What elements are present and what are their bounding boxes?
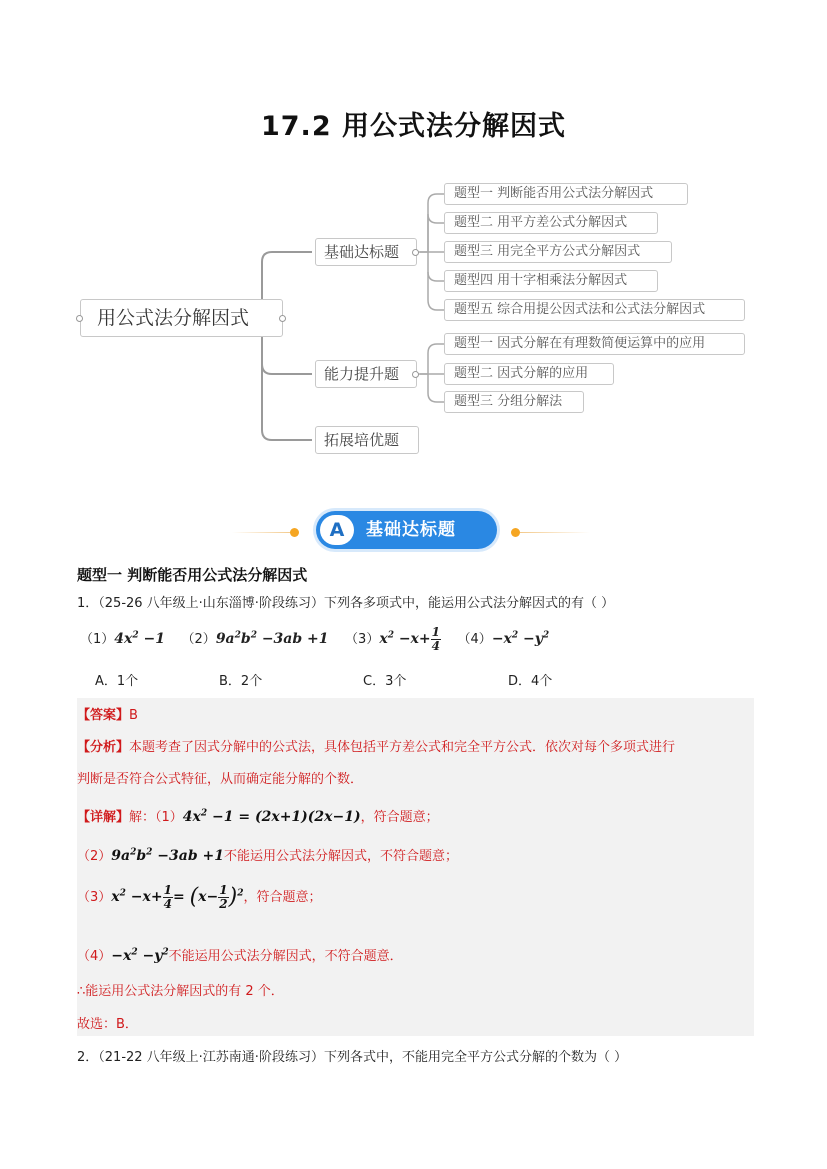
detail-2-suffix: 不能运用公式法分解因式，不符合题意； bbox=[223, 849, 458, 864]
leaf-basic-5 bbox=[444, 299, 745, 321]
leaf-label: 题型一 判断能否用公式法分解因式 bbox=[454, 186, 654, 201]
banner-orb-left bbox=[290, 528, 299, 537]
banner-line-right bbox=[520, 532, 590, 533]
analysis-text-1: 本题考查了因式分解中的公式法，具体包括平方差公式和完全平方公式．依次对每个多项式进行 bbox=[129, 740, 676, 755]
leaf-label: 题型四 用十字相乘法分解因式 bbox=[454, 273, 628, 288]
answer-value: B bbox=[129, 708, 138, 723]
question-1-expressions: $(1)4x^2 -1$ $(2)9a^2b^2 -3ab +1$ $(3)x^2 -x+$ $\frac{1}{4}$ $(4)-x^2 -y^2$ bbox=[80, 625, 550, 653]
analysis-label: 【分析】 bbox=[77, 740, 130, 755]
leaf-advanced-2 bbox=[444, 363, 614, 385]
answer-line bbox=[77, 704, 138, 723]
leaf-label: 题型三 分组分解法 bbox=[454, 394, 563, 409]
branch-advanced bbox=[315, 360, 417, 388]
detail-3-suffix: ，符合题意； bbox=[243, 890, 322, 905]
detail-1-suffix: ，符合题意； bbox=[360, 810, 439, 825]
detail-label: 【详解】 bbox=[77, 810, 130, 825]
option-a: A．1个 bbox=[95, 674, 139, 689]
choice-line: 故选：B． bbox=[77, 1017, 138, 1032]
detail-line-1: 【详解】解：$(1)4x^2 -1 = (2x+1)(2x-1)$，符合题意； bbox=[77, 808, 439, 825]
branch-advanced-dot bbox=[412, 371, 419, 378]
leaf-label: 题型二 用平方差公式分解因式 bbox=[454, 215, 628, 230]
leaf-advanced-3 bbox=[444, 391, 584, 413]
branch-extension-label: 拓展培优题 bbox=[324, 431, 400, 449]
section-title: 题型一 判断能否用公式法分解因式 bbox=[77, 566, 308, 584]
root-right-dot bbox=[279, 315, 286, 322]
leaf-basic-1 bbox=[444, 183, 688, 205]
analysis-line-1 bbox=[77, 736, 675, 755]
branch-basic-label: 基础达标题 bbox=[324, 243, 400, 261]
answer-label: 【答案】 bbox=[77, 708, 130, 723]
mindmap-root bbox=[80, 299, 283, 337]
mindmap-connectors bbox=[0, 0, 827, 470]
leaf-label: 题型一 因式分解在有理数简便运算中的应用 bbox=[454, 336, 706, 351]
leaf-advanced-1 bbox=[444, 333, 745, 355]
leaf-label: 题型二 因式分解的应用 bbox=[454, 366, 589, 381]
option-c: C．3个 bbox=[363, 674, 407, 689]
question-2-stem: 2．（21-22 八年级上·江苏南通·阶段练习）下列各式中，不能用完全平方公式分解的个数为（ ） bbox=[77, 1050, 628, 1065]
leaf-basic-4 bbox=[444, 270, 658, 292]
option-d: D．4个 bbox=[508, 674, 553, 689]
leaf-label: 题型三 用完全平方公式分解因式 bbox=[454, 244, 641, 259]
branch-basic bbox=[315, 238, 417, 266]
analysis-line-2: 判断是否符合公式特征，从而确定能分解的个数． bbox=[77, 772, 364, 787]
page-title: 17.2 用公式法分解因式 bbox=[260, 111, 567, 142]
detail-line-2: $(2)9a^2b^2 -3ab +1$不能运用公式法分解因式，不符合题意； bbox=[77, 847, 458, 864]
leaf-basic-2 bbox=[444, 212, 658, 234]
detail-line-4: $(4)-x^2 -y^2$不能运用公式法分解因式，不符合题意． bbox=[77, 947, 403, 964]
leaf-basic-3 bbox=[444, 241, 672, 263]
detail-line-3: $(3)x^2 -x+$ $\frac{1}{4}$ = (x− $\frac{1}{2}$ )$^2$，符合题意； bbox=[77, 883, 322, 911]
root-left-dot bbox=[76, 315, 83, 322]
detail-4-suffix: 不能运用公式法分解因式，不符合题意． bbox=[168, 949, 403, 964]
option-b: B．2个 bbox=[219, 674, 263, 689]
banner-orb-right bbox=[511, 528, 520, 537]
branch-advanced-label: 能力提升题 bbox=[324, 365, 400, 383]
banner-text: 基础达标题 bbox=[366, 520, 456, 540]
banner-line-left bbox=[232, 532, 292, 533]
banner-letter: A bbox=[320, 515, 354, 545]
mindmap-root-label: 用公式法分解因式 bbox=[97, 307, 250, 329]
leaf-label: 题型五 综合用提公因式法和公式法分解因式 bbox=[454, 302, 706, 317]
question-1-stem: 1．（25-26 八年级上·山东淄博·阶段练习）下列各多项式中，能运用公式法分解因式的有（ ） bbox=[77, 596, 615, 611]
branch-basic-dot bbox=[412, 249, 419, 256]
conclusion-line: ∴能运用公式法分解因式的有 2 个． bbox=[77, 984, 284, 999]
branch-extension bbox=[315, 426, 419, 454]
